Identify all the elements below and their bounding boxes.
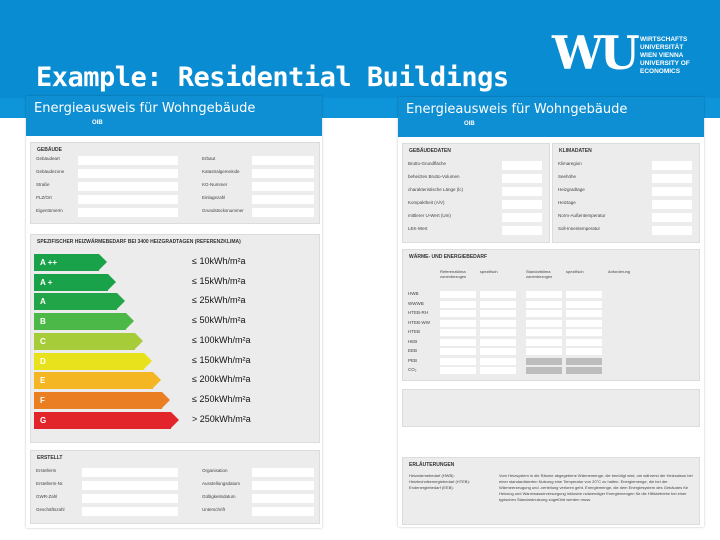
oib-badge: OIB xyxy=(92,120,103,126)
energy-class-threshold: ≤ 10kWh/m²a xyxy=(192,256,246,266)
energy-column-header: Standortklima zonenbezogen xyxy=(526,269,553,279)
energy-value-cell xyxy=(480,348,516,355)
energy-class-bar xyxy=(34,412,171,429)
energy-class-arrow xyxy=(171,412,179,428)
energy-class-arrow xyxy=(99,254,107,270)
building-data-value xyxy=(502,200,542,209)
climate-data-value xyxy=(652,213,692,222)
energy-class-threshold: ≤ 250kWh/m²a xyxy=(192,393,251,404)
building-field-label: Gebäudezone xyxy=(36,169,65,174)
building-data-label: Kompaktheit (A/V) xyxy=(408,200,445,205)
building-field-label: Straße xyxy=(36,182,50,187)
energy-value-cell xyxy=(480,339,516,346)
notes-text: Vom Heizsystem in die Räume abgegebene Wärmemenge, die benötigt wird, um während der Heizsaison bei einer standardisierten Nutzung eine Temperatur von 20°C zu halten. Energiemenge, die bei der Wärmeerzeugung und -verteilung verloren geht. Energiemenge, die dem Energiesystem des Gebäudes für Heizung und Warmwasserversorgung inklusive notwendiger Energiemengen für die Hilfsbetriebe bei einer typischen Standardnutzung zugeführt werden muss. xyxy=(499,473,693,502)
created-field-value xyxy=(252,468,314,477)
energy-row-label: HWB xyxy=(408,291,419,296)
building-field-value xyxy=(78,156,178,165)
building-data-label: LEK-Wert xyxy=(408,226,428,231)
energy-certificate-page-2 xyxy=(398,97,704,527)
building-field-label: Grundstücksnummer xyxy=(202,208,244,213)
energy-value-cell xyxy=(526,358,562,365)
climate-data-heading: KLIMADATEN xyxy=(559,148,592,154)
energy-row-label: WWWB xyxy=(408,300,424,306)
created-section-heading: ERSTELLT xyxy=(37,455,63,461)
building-field-value xyxy=(252,208,314,217)
climate-data-label: Heiztage xyxy=(558,200,576,205)
energy-value-cell xyxy=(440,301,476,308)
energy-value-cell xyxy=(480,291,516,298)
energy-class-arrow xyxy=(153,372,161,388)
energy-value-cell xyxy=(526,348,562,355)
energy-class-label: A xyxy=(40,297,46,307)
building-field-label: Erbaut xyxy=(202,156,216,161)
notes-labels: Heizwärmebedarf (HWB): Heiztechnikenergiebedarf (HTEB): Endenergiebedarf (EEB): xyxy=(409,473,470,490)
energy-class-label: B xyxy=(40,317,46,327)
energy-class-arrow xyxy=(108,274,116,290)
climate-data-value xyxy=(652,187,692,196)
building-field-value xyxy=(252,182,314,191)
energy-class-bar xyxy=(34,293,117,310)
energy-value-cell xyxy=(566,301,602,308)
heating-demand-heading: SPEZIFISCHER HEIZWÄRMEBEDARF BEI 3400 HEIZGRADTAGEN (REFERENZKLIMA) xyxy=(37,239,241,245)
energy-class-threshold: > 250kWh/m²a xyxy=(192,413,251,424)
oib-badge-2: OIB xyxy=(464,121,475,127)
energy-value-cell xyxy=(526,301,562,308)
building-field-value xyxy=(252,195,314,204)
created-field-value xyxy=(82,494,178,503)
energy-demand-heading: WÄRME- UND ENERGIEBEDARF xyxy=(409,254,488,260)
created-field-value xyxy=(82,481,178,490)
energy-value-cell xyxy=(440,310,476,317)
created-field-value xyxy=(82,507,178,516)
blank-panel xyxy=(402,389,700,427)
certificate-title-2: Energieausweis für Wohngebäude xyxy=(406,102,628,117)
energy-class-label: A ++ xyxy=(40,258,58,267)
building-field-value xyxy=(252,169,314,178)
energy-class-bar xyxy=(34,353,144,370)
created-field-label: Unterschrift xyxy=(202,507,226,512)
created-field-value xyxy=(82,468,178,477)
created-field-value xyxy=(252,481,314,490)
energy-value-cell xyxy=(480,329,516,336)
energy-value-cell xyxy=(566,320,602,327)
energy-row-label: HTEB xyxy=(408,329,421,334)
certificate-header xyxy=(26,96,322,136)
building-field-label: Gebäudeart xyxy=(36,156,60,161)
energy-value-cell xyxy=(566,339,602,346)
energy-class-threshold: ≤ 50kWh/m²a xyxy=(192,315,246,326)
building-data-label: mittlerer U-Wert (Um) xyxy=(408,213,451,218)
energy-class-label: A + xyxy=(40,277,53,287)
energy-class-label: E xyxy=(40,376,46,386)
certificate-header-2 xyxy=(398,97,704,137)
energy-value-cell xyxy=(526,291,562,298)
energy-class-bar xyxy=(34,392,162,409)
logo-mark: WU xyxy=(552,26,636,80)
energy-value-cell xyxy=(480,301,516,308)
created-field-label: Gültigkeitsdatum xyxy=(202,494,236,499)
climate-data-value xyxy=(652,200,692,209)
energy-class-threshold: ≤ 100kWh/m²a xyxy=(192,334,251,345)
created-field-label: ErstellerIn xyxy=(36,468,57,473)
university-logo xyxy=(552,26,692,90)
climate-data-label: Seehöhe xyxy=(558,174,577,179)
energy-value-cell xyxy=(526,329,562,336)
building-field-label: PLZ/Ort xyxy=(36,195,52,200)
created-field-label: ErstellerIn-Nr. xyxy=(36,481,64,486)
climate-data-label: Norm-Außentemperatur xyxy=(558,213,606,218)
energy-row-label: HEB xyxy=(408,338,418,344)
created-field-value xyxy=(252,507,314,516)
created-field-label: Geschäftszahl xyxy=(36,507,65,512)
certificate-title: Energieausweis für Wohngebäude xyxy=(34,101,256,116)
created-field-label: GWR-Zahl xyxy=(36,494,58,499)
energy-value-cell xyxy=(526,320,562,327)
energy-row-label: HTEB-WW xyxy=(408,319,430,325)
building-data-value xyxy=(502,213,542,222)
energy-class-arrow xyxy=(126,313,134,329)
energy-class-bar xyxy=(34,372,153,389)
building-field-label: Einlagezahl xyxy=(202,195,226,200)
building-data-heading: GEBÄUDEDATEN xyxy=(409,148,451,154)
building-field-label: EigentümerIn xyxy=(36,208,63,213)
building-field-label: KG-Nummer xyxy=(202,182,228,187)
energy-value-cell xyxy=(566,291,602,298)
energy-row-label: HTEB-RH xyxy=(408,310,428,315)
energy-value-cell xyxy=(526,339,562,346)
building-data-label: Brutto-Grundfläche xyxy=(408,161,447,166)
energy-class-arrow xyxy=(144,353,152,369)
climate-data-value xyxy=(652,174,692,183)
energy-value-cell xyxy=(440,339,476,346)
building-field-value xyxy=(78,169,178,178)
energy-value-cell xyxy=(566,367,602,374)
energy-class-arrow xyxy=(117,293,125,309)
energy-value-cell xyxy=(440,358,476,365)
energy-value-cell xyxy=(566,329,602,336)
energy-class-threshold: ≤ 25kWh/m²a xyxy=(192,295,246,306)
energy-value-cell xyxy=(440,291,476,298)
energy-row-label: EEB xyxy=(408,348,418,353)
energy-column-header: Referenzklima zonenbezogen xyxy=(440,269,467,279)
energy-class-label: C xyxy=(40,336,46,346)
energy-row-label: CO₂ xyxy=(408,367,417,372)
energy-class-scale xyxy=(34,254,324,438)
energy-value-cell xyxy=(440,329,476,336)
energy-value-cell xyxy=(480,320,516,327)
energy-class-threshold: ≤ 150kWh/m²a xyxy=(192,354,251,365)
building-field-label: Katastralgemeinde xyxy=(202,169,240,174)
building-field-value xyxy=(252,156,314,165)
climate-data-value xyxy=(652,226,692,235)
energy-value-cell xyxy=(440,367,476,374)
energy-value-cell xyxy=(480,358,516,365)
energy-certificate-page-1 xyxy=(26,96,322,528)
energy-class-label: D xyxy=(40,356,46,366)
notes-panel xyxy=(402,457,700,525)
building-field-value xyxy=(78,182,178,191)
energy-class-bar xyxy=(34,333,135,350)
building-section-heading: GEBÄUDE xyxy=(37,147,63,153)
energy-column-header: Anforderung xyxy=(608,269,631,274)
building-data-value xyxy=(502,174,542,183)
building-data-value xyxy=(502,161,542,170)
energy-class-threshold: ≤ 200kWh/m²a xyxy=(192,374,251,385)
energy-column-header: spezifisch xyxy=(566,269,584,274)
energy-value-cell xyxy=(526,367,562,374)
energy-class-threshold: ≤ 15kWh/m²a xyxy=(192,275,246,286)
energy-value-cell xyxy=(480,367,516,374)
logo-text: WIRTSCHAFTS UNIVERSITÄT WIEN VIENNA UNIVERSITY OF ECONOMICS xyxy=(640,36,690,75)
energy-value-cell xyxy=(440,320,476,327)
energy-class-bar xyxy=(34,274,108,291)
energy-value-cell xyxy=(566,348,602,355)
climate-data-label: Klimaregion xyxy=(558,161,582,166)
created-field-value xyxy=(252,494,314,503)
energy-class-label: G xyxy=(40,415,47,425)
created-field-label: Ausstellungsdatum xyxy=(202,481,241,486)
energy-class-arrow xyxy=(162,392,170,408)
energy-class-bar xyxy=(34,313,126,330)
energy-value-cell xyxy=(526,310,562,317)
building-data-value xyxy=(502,226,542,235)
climate-data-value xyxy=(652,161,692,170)
building-data-value xyxy=(502,187,542,196)
energy-value-cell xyxy=(440,348,476,355)
energy-column-header: spezifisch xyxy=(480,269,498,274)
energy-class-arrow xyxy=(135,333,143,349)
energy-value-cell xyxy=(480,310,516,317)
building-field-value xyxy=(78,195,178,204)
climate-data-label: Soll-Innentemperatur xyxy=(558,226,601,231)
energy-value-cell xyxy=(566,310,602,317)
climate-data-label: Heizgradtage xyxy=(558,187,585,192)
building-field-value xyxy=(78,208,178,217)
slide-title: Example: Residential Buildings xyxy=(36,62,509,93)
building-data-label: charakteristische Länge (lc) xyxy=(408,187,464,192)
energy-class-label: F xyxy=(40,395,45,405)
energy-value-cell xyxy=(566,358,602,365)
notes-heading: ERLÄUTERUNGEN xyxy=(409,462,455,468)
energy-row-label: PEB xyxy=(408,357,418,363)
energy-class-bar xyxy=(34,254,99,271)
created-field-label: Organisation xyxy=(202,468,228,473)
building-data-label: beheiztes Brutto-Volumen xyxy=(408,174,460,179)
